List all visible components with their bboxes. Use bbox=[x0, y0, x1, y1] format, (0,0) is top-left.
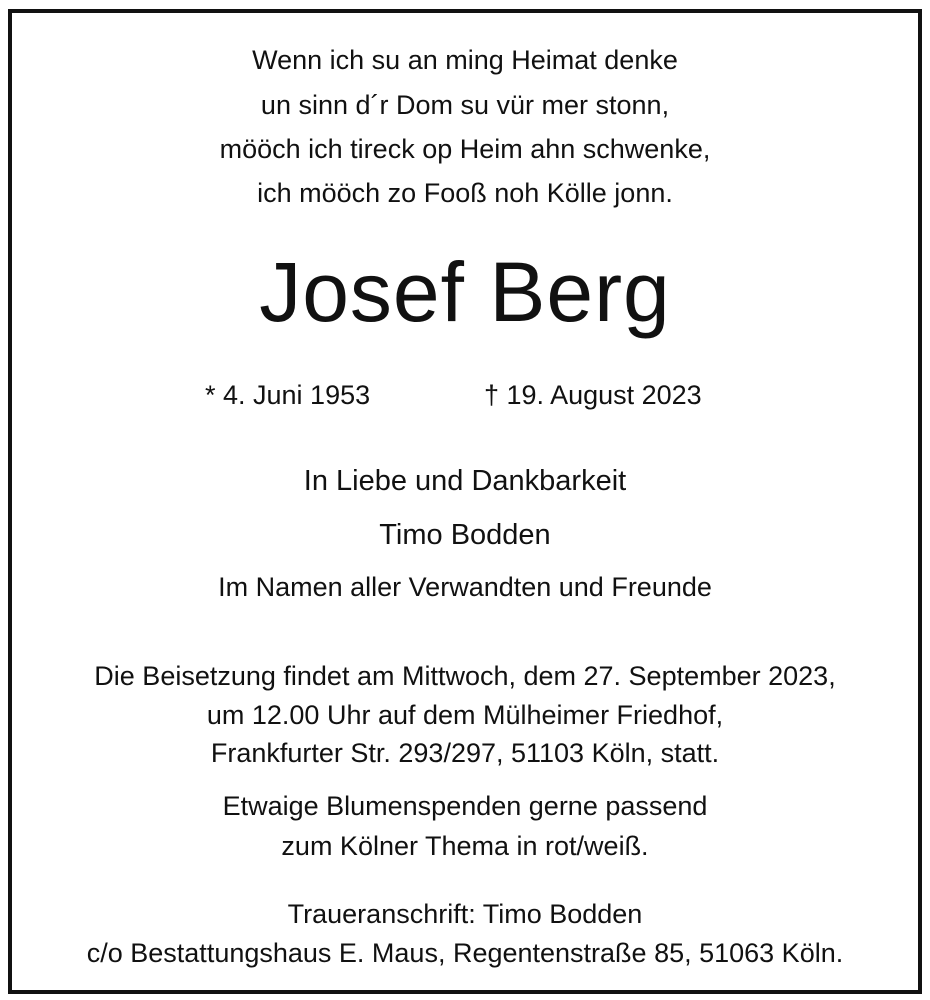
poem-line-4: ich mööch zo Fooß noh Kölle jonn. bbox=[257, 178, 673, 208]
poem-line-2: un sinn d´r Dom su vür mer stonn, bbox=[260, 90, 670, 120]
deceased-name: Josef Berg bbox=[259, 245, 671, 339]
mourner-name: Timo Bodden bbox=[379, 519, 551, 551]
flowers-line-1: Etwaige Blumenspenden gerne passend bbox=[222, 791, 708, 821]
flowers-line-2: zum Kölner Thema in rot/weiß. bbox=[281, 831, 649, 861]
poem-line-1: Wenn ich su an ming Heimat denke bbox=[252, 45, 678, 75]
poem-line-3: mööch ich tireck op Heim ahn schwenke, bbox=[219, 134, 711, 164]
funeral-line-2: um 12.00 Uhr auf dem Mülheimer Friedhof, bbox=[206, 700, 724, 730]
funeral-line-1: Die Beisetzung findet am Mittwoch, dem 27. September 2023, bbox=[94, 661, 836, 691]
death-date: † 19. August 2023 bbox=[484, 380, 702, 410]
birth-date: * 4. Juni 1953 bbox=[205, 380, 371, 410]
mourner-intro: In Liebe und Dankbarkeit bbox=[303, 465, 627, 497]
funeral-line-3: Frankfurter Str. 293/297, 51103 Köln, statt. bbox=[210, 738, 720, 768]
address-line-1: Traueranschrift: Timo Bodden bbox=[287, 899, 643, 929]
address-line-2: c/o Bestattungshaus E. Maus, Regentenstraße 85, 51063 Köln. bbox=[86, 938, 844, 968]
mourner-on-behalf: Im Namen aller Verwandten und Freunde bbox=[218, 572, 712, 602]
